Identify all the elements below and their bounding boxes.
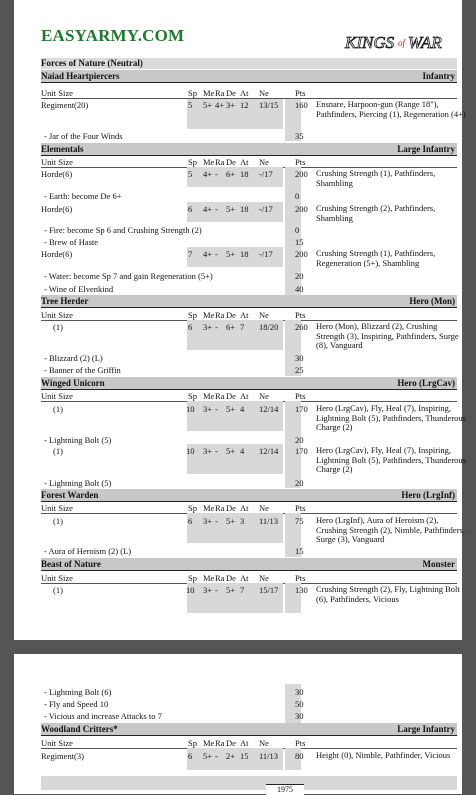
stat-me: 3+	[203, 322, 213, 332]
stat-sp: 6	[188, 322, 193, 332]
header-unit-size: Unit Size	[41, 573, 73, 583]
option-pts: 35	[295, 131, 304, 141]
option-row	[41, 699, 460, 709]
stat-ra: -	[215, 751, 218, 761]
stat-me: 3+	[203, 446, 213, 456]
header-unit-size: Unit Size	[41, 738, 73, 748]
option-label: - Brew of Haste	[44, 237, 99, 247]
option-pts: 20	[295, 478, 304, 488]
option-label: - Lightning Bolt (5)	[44, 478, 112, 488]
stat-ne: -/17	[259, 169, 273, 179]
header-sp: Sp	[188, 503, 197, 513]
unit-name: Tree Herder	[41, 296, 89, 306]
unit-name: Woodland Critters*	[41, 724, 118, 734]
special-rules: Hero (Mon), Blizzard (2), Crushing Strength (3), Inspiring, Pathfinders, Surge (8), Vanguard	[316, 321, 459, 350]
option-row	[41, 365, 460, 375]
stat-header	[41, 88, 457, 99]
special-rules: Ensnare, Harpoon-gun (Range 18"), Pathfinders, Piercing (1), Regeneration (4+)	[316, 99, 466, 119]
stat-de: 5+	[226, 446, 236, 456]
stat-at: 3	[240, 516, 245, 526]
stat-sp: 7	[188, 249, 193, 259]
svg-text:KINGS: KINGS	[345, 33, 395, 52]
special-rules: Crushing Strength (1), Pathfinders, Regeneration (5+), Shambling	[316, 248, 436, 268]
option-pts: 0	[295, 191, 300, 201]
stat-ra: 4+	[215, 100, 225, 110]
header-pts: Pts	[295, 573, 306, 583]
stat-pts: 260	[295, 322, 308, 332]
header-me: Me	[203, 573, 215, 583]
stat-ne: 11/13	[259, 751, 279, 761]
header-unit-size: Unit Size	[41, 310, 73, 320]
header-pts: Pts	[295, 157, 306, 167]
unit-size: Horde(6)	[41, 169, 73, 179]
special-rules: Hero (LrgInf), Aura of Heroism (2), Crushing Strength (2), Nimble, Pathfinders, Surge (3), Vanguard	[316, 515, 465, 544]
stat-de: 5+	[226, 249, 236, 259]
unit-name: Forest Warden	[41, 490, 99, 500]
stat-ne: 11/13	[259, 516, 279, 526]
stat-ne: 18/20	[259, 322, 279, 332]
header-at: At	[240, 310, 249, 320]
stat-de: 5+	[226, 585, 236, 595]
option-pts: 50	[295, 699, 304, 709]
stat-de: 5+	[226, 204, 236, 214]
unit-header-winged-unicorn	[41, 377, 457, 390]
header-sp: Sp	[188, 157, 197, 167]
option-label: - Fly and Speed 10	[44, 699, 109, 709]
header-me: Me	[203, 157, 215, 167]
option-label: - Blizzard (2) (L)	[44, 353, 103, 363]
stat-me: 5+	[203, 100, 213, 110]
unit-size: (1)	[53, 516, 63, 526]
army-title: Forces of Nature (Neutral)	[41, 58, 457, 69]
special-rules: Height (0), Nimble, Pathfinder, Vicious	[316, 750, 451, 760]
header-de: De	[226, 310, 236, 320]
header-at: At	[240, 391, 249, 401]
stat-de: 2+	[226, 751, 236, 761]
stat-me: 5+	[203, 751, 213, 761]
header-ne: Ne	[259, 157, 269, 167]
stat-at: 15	[240, 751, 249, 761]
header-ne: Ne	[259, 738, 269, 748]
unit-header-tree-herder	[41, 295, 457, 308]
stat-me: 4+	[203, 169, 213, 179]
option-label: - Water: become Sp 7 and gain Regeneration (5+)	[44, 271, 213, 281]
option-row	[41, 237, 460, 247]
option-row	[41, 478, 460, 488]
stat-pts: 75	[295, 516, 304, 526]
stat-at: 18	[240, 169, 249, 179]
brand-title[interactable]: EASYARMY.COM	[41, 26, 185, 45]
unit-size: Regiment(20)	[41, 100, 89, 110]
header-de: De	[226, 503, 236, 513]
stat-pts: 200	[295, 204, 308, 214]
header-ra: Ra	[215, 503, 225, 513]
stat-pts: 130	[295, 585, 308, 595]
stat-ne: -/17	[259, 204, 273, 214]
header-ra: Ra	[215, 738, 225, 748]
option-label: - Aura of Heroism (2) (L)	[44, 546, 132, 556]
kings-of-war-logo	[342, 30, 446, 54]
header-ra: Ra	[215, 310, 225, 320]
stat-at: 7	[240, 322, 245, 332]
unit-size: Regiment(3)	[41, 751, 84, 761]
stat-de: 5+	[226, 404, 236, 414]
stat-sp: 6	[188, 516, 193, 526]
option-label: - Lightning Bolt (5)	[44, 435, 112, 445]
header-at: At	[240, 157, 249, 167]
stat-pts: 160	[295, 100, 308, 110]
header-de: De	[226, 573, 236, 583]
stat-pts: 170	[295, 446, 308, 456]
header-de: De	[226, 88, 236, 98]
header-unit-size: Unit Size	[41, 157, 73, 167]
page-1	[14, 0, 466, 640]
header-sp: Sp	[188, 391, 197, 401]
header-sp: Sp	[188, 573, 197, 583]
option-label: - Wine of Elvenkind	[44, 284, 114, 294]
stat-ra: -	[215, 169, 218, 179]
stat-de: 3+	[226, 100, 236, 110]
option-row	[41, 131, 460, 141]
stat-ra: -	[215, 516, 218, 526]
header-de: De	[226, 157, 236, 167]
header-at: At	[240, 738, 249, 748]
header-me: Me	[203, 503, 215, 513]
unit-type: Hero (Mon)	[409, 296, 455, 306]
unit-header-naiad	[41, 70, 457, 83]
option-label: - Lightning Bolt (6)	[44, 687, 112, 697]
option-pts: 20	[295, 435, 304, 445]
option-row	[41, 225, 460, 235]
stat-me: 4+	[203, 204, 213, 214]
special-rules: Crushing Strength (2), Fly, Lightning Bolt (6), Pathfinders, Vicious	[316, 584, 460, 604]
stat-de: 6+	[226, 322, 236, 332]
header-me: Me	[203, 310, 215, 320]
unit-header-elementals	[41, 143, 457, 156]
special-rules: Crushing Strength (2), Pathfinders, Shambling	[316, 203, 436, 223]
header-ra: Ra	[215, 157, 225, 167]
header-pts: Pts	[295, 88, 306, 98]
unit-header-woodland-critters	[41, 723, 457, 736]
option-row	[41, 353, 460, 363]
stat-ne: 13/15	[259, 100, 279, 110]
header-unit-size: Unit Size	[41, 503, 73, 513]
option-label: - Vicious and increase Attacks to 7	[44, 711, 162, 721]
stat-sp: 10	[186, 404, 195, 414]
svg-text:WAR: WAR	[408, 33, 442, 52]
stat-sp: 6	[188, 204, 193, 214]
special-rules: Hero (LrgCav), Fly, Heal (7), Inspiring, Lightning Bolt (5), Pathfinders, Thunderous Charge (2)	[316, 445, 466, 474]
stat-de: 5+	[226, 516, 236, 526]
header-ne: Ne	[259, 503, 269, 513]
stat-ra: -	[215, 446, 218, 456]
header-ra: Ra	[215, 573, 225, 583]
footer-bar	[41, 776, 457, 790]
stat-me: 3+	[203, 585, 213, 595]
header-ne: Ne	[259, 310, 269, 320]
option-label: - Jar of the Four Winds	[44, 131, 123, 141]
header-at: At	[240, 88, 249, 98]
header-ra: Ra	[215, 391, 225, 401]
stat-me: 3+	[203, 516, 213, 526]
stat-ra: -	[215, 404, 218, 414]
option-pts: 30	[295, 353, 304, 363]
header-sp: Sp	[188, 738, 197, 748]
option-pts: 15	[295, 237, 304, 247]
option-pts: 20	[295, 271, 304, 281]
option-label: - Earth: become De 6+	[44, 191, 122, 201]
unit-name: Naiad Heartpiercers	[41, 71, 120, 81]
unit-name: Winged Unicorn	[41, 378, 105, 388]
unit-type: Monster	[422, 559, 455, 569]
stat-sp: 5	[188, 169, 193, 179]
header-pts: Pts	[295, 391, 306, 401]
stat-pts: 170	[295, 404, 308, 414]
header-at: At	[240, 503, 249, 513]
unit-type: Large Infantry	[397, 144, 455, 154]
option-row	[41, 284, 460, 294]
header-pts: Pts	[295, 503, 306, 513]
header-sp: Sp	[188, 88, 197, 98]
unit-size: (1)	[53, 446, 63, 456]
option-pts: 25	[295, 365, 304, 375]
header-unit-size: Unit Size	[41, 88, 73, 98]
option-pts: 30	[295, 711, 304, 721]
stat-at: 18	[240, 204, 249, 214]
unit-name: Beast of Nature	[41, 559, 101, 569]
header-de: De	[226, 738, 236, 748]
page-2	[14, 654, 462, 794]
stat-ne: 12/14	[259, 446, 279, 456]
header-me: Me	[203, 391, 215, 401]
special-rules: Crushing Strength (1), Pathfinders, Shambling	[316, 168, 436, 188]
header-pts: Pts	[295, 310, 306, 320]
stat-at: 12	[240, 100, 249, 110]
header-ra: Ra	[215, 88, 225, 98]
stat-ne: 15/17	[259, 585, 279, 595]
stat-ra: -	[215, 204, 218, 214]
option-row	[41, 435, 460, 445]
header-ne: Ne	[259, 573, 269, 583]
option-row	[41, 687, 460, 697]
stat-pts: 200	[295, 169, 308, 179]
unit-type: Infantry	[422, 71, 455, 81]
header-me: Me	[203, 88, 215, 98]
unit-size: Horde(6)	[41, 249, 73, 259]
option-pts: 40	[295, 284, 304, 294]
unit-type: Large Infantry	[397, 724, 455, 734]
option-row	[41, 711, 460, 721]
stat-me: 3+	[203, 404, 213, 414]
unit-size: Horde(6)	[41, 204, 73, 214]
stat-sp: 10	[186, 446, 195, 456]
unit-type: Hero (LrgInf)	[401, 490, 455, 500]
header-de: De	[226, 391, 236, 401]
stat-at: 18	[240, 249, 249, 259]
header-me: Me	[203, 738, 215, 748]
header-unit-size: Unit Size	[41, 391, 73, 401]
stat-ra: -	[215, 322, 218, 332]
header-ne: Ne	[259, 88, 269, 98]
stat-sp: 6	[188, 751, 193, 761]
stat-pts: 200	[295, 249, 308, 259]
unit-size: (1)	[53, 404, 63, 414]
option-pts: 15	[295, 546, 304, 556]
header-sp: Sp	[188, 310, 197, 320]
header-at: At	[240, 573, 249, 583]
header-ne: Ne	[259, 391, 269, 401]
total-points: 1975	[266, 784, 304, 795]
unit-header-beast-of-nature	[41, 558, 457, 571]
option-label: - Fire: become Sp 6 and Crushing Strength (2)	[44, 225, 202, 235]
stat-pts: 80	[295, 751, 304, 761]
option-row	[41, 191, 460, 201]
stat-ne: -/17	[259, 249, 273, 259]
option-label: - Banner of the Griffin	[44, 365, 121, 375]
header-pts: Pts	[295, 738, 306, 748]
stat-at: 7	[240, 585, 245, 595]
option-row	[41, 271, 460, 281]
option-pts: 0	[295, 225, 300, 235]
unit-name: Elementals	[41, 144, 84, 154]
option-pts: 30	[295, 687, 304, 697]
stat-at: 4	[240, 446, 245, 456]
stat-at: 4	[240, 404, 245, 414]
stat-de: 6+	[226, 169, 236, 179]
stat-sp: 5	[188, 100, 193, 110]
option-row	[41, 546, 460, 556]
unit-type: Hero (LrgCav)	[397, 378, 455, 388]
special-rules: Hero (LrgCav), Fly, Heal (7), Inspiring, Lightning Bolt (5), Pathfinders, Thunderous Charge (2)	[316, 403, 466, 432]
stat-ne: 12/14	[259, 404, 279, 414]
unit-header-forest-warden	[41, 489, 457, 502]
unit-size: (1)	[53, 585, 63, 595]
stat-ra: -	[215, 249, 218, 259]
stat-ra: -	[215, 585, 218, 595]
svg-text:of: of	[398, 38, 406, 48]
unit-size: (1)	[53, 322, 63, 332]
stat-sp: 10	[186, 585, 195, 595]
stat-me: 4+	[203, 249, 213, 259]
